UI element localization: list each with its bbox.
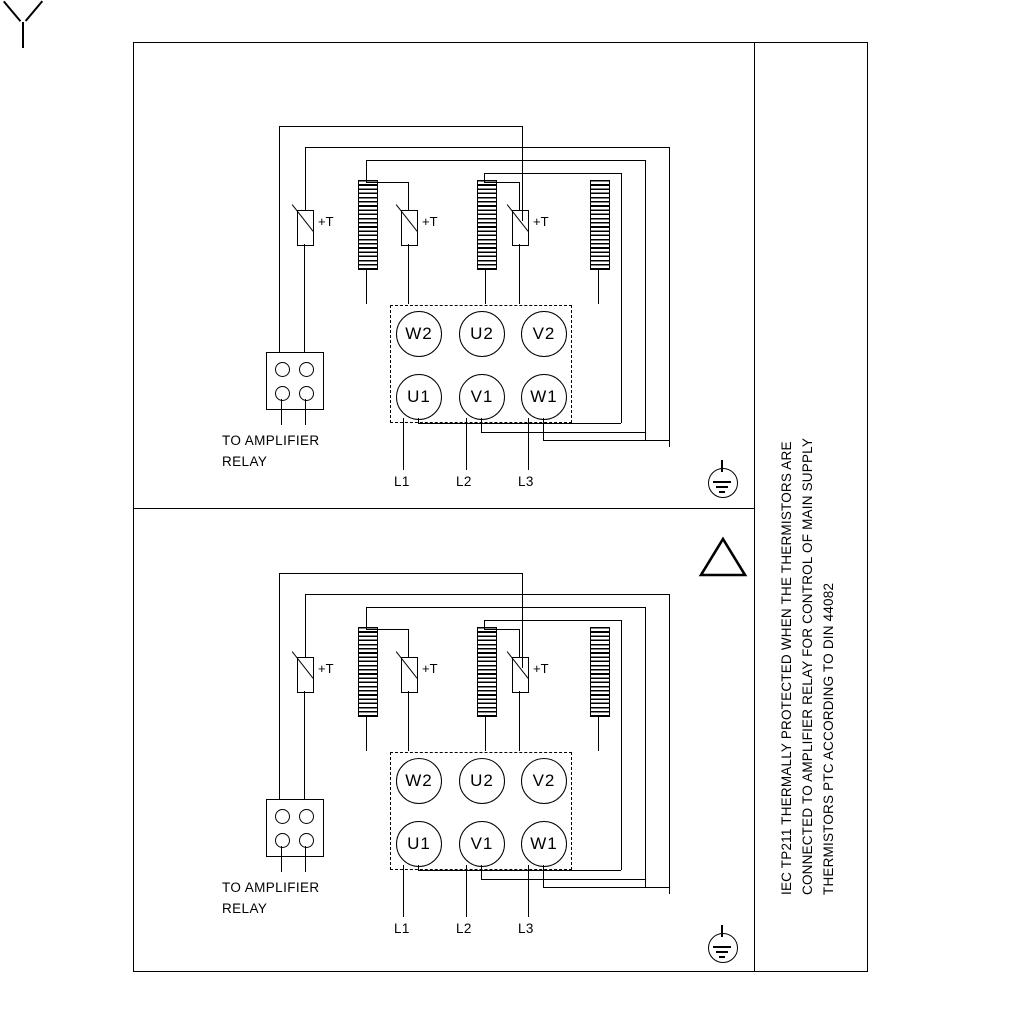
terminal-v1-delta[interactable]: V1 [459,821,505,867]
phase2-label-l3: L3 [518,921,534,936]
coil2-stub-3 [598,717,599,751]
star-symbol [0,0,46,48]
amplifier-label-line2: RELAY [222,454,268,469]
winding-coil-2 [477,180,497,270]
wire2-top-b-left [305,594,306,658]
wire-top-c-right [645,160,646,440]
return-bus-2 [481,432,645,433]
coil-stub-2 [485,270,486,304]
terminal-u1-delta[interactable]: U1 [396,821,442,867]
terminal-u1[interactable]: U1 [396,374,442,420]
wire-top-a [279,126,523,127]
terminal-w2[interactable]: W2 [396,311,442,357]
return-stub-2 [481,418,482,433]
return-bus-1 [418,423,621,424]
return2-stub-2 [481,865,482,880]
thermistor-6 [512,657,529,693]
winding-coil-3 [590,180,610,270]
wire-top-c-left [366,160,367,182]
coil2-stub-2 [485,717,486,751]
connector-wire-left [281,399,282,425]
connector2-dot-1 [275,809,290,824]
wire2-top-d-left [484,620,485,629]
return2-stub-1 [418,865,419,871]
connector2-wire-right [305,846,306,872]
therm-wire-3-bot [519,244,520,304]
therm2-wire-3-bot [519,691,520,751]
connector-dot-1 [275,362,290,377]
terminal-v2[interactable]: V2 [521,311,567,357]
therm2-link-2 [484,629,520,630]
note-line-2: CONNECTED TO AMPLIFIER RELAY FOR CONTROL OF MAIN SUPPLY [800,437,815,895]
terminal-u2[interactable]: U2 [459,311,505,357]
connector2-dot-4 [299,833,314,848]
phase2-label-l2: L2 [456,921,472,936]
return2-bus-2 [481,879,645,880]
wire-top-d [484,173,622,174]
amplifier-connector-box[interactable] [266,352,324,410]
phase-line-l2 [466,418,467,470]
phase2-line-l1 [403,865,404,917]
delta-symbol [698,536,748,578]
wire2-top-c-right [645,607,646,887]
therm2-wire-3-top [519,629,520,658]
return-stub-1 [418,418,419,424]
wire2-top-b [305,594,670,595]
phase2-line-l3 [528,865,529,917]
therm-link-2 [484,182,520,183]
therm-wire-1-bot [304,244,305,360]
thermistor-2 [401,210,418,246]
amplifier-label-line1: TO AMPLIFIER [222,433,320,448]
terminal-v1[interactable]: V1 [459,374,505,420]
wire-top-b-right [669,147,670,447]
thermistor-4 [297,657,314,693]
connector-wire-right [305,399,306,425]
winding-coil-5 [477,627,497,717]
panel-divider [133,508,754,509]
phase2-line-l2 [466,865,467,917]
wire-top-d-left [484,173,485,182]
terminal-u2-delta[interactable]: U2 [459,758,505,804]
therm-link-1 [366,182,409,183]
coil-stub-1 [366,270,367,304]
note-line-3: THERMISTORS PTC ACCORDING TO DIN 44082 [821,582,836,895]
wire2-top-c-left [366,607,367,629]
therm2-wire-1-bot [304,691,305,807]
terminal-v2-delta[interactable]: V2 [521,758,567,804]
amplifier2-label-line1: TO AMPLIFIER [222,880,320,895]
therm2-wire-2-bot [408,691,409,751]
therm-wire-2-bot [408,244,409,304]
winding-coil-6 [590,627,610,717]
wire2-top-a-left [279,573,280,807]
therm2-wire-2-top [408,629,409,658]
wire-top-b [305,147,670,148]
amplifier-connector-box-2[interactable] [266,799,324,857]
connector-dot-3 [275,386,290,401]
return2-bus-3 [543,887,669,888]
phase-line-l3 [528,418,529,470]
therm2-link-1 [366,629,409,630]
thermistor-label-2: +T [422,214,438,229]
phase-label-l1: L1 [394,474,410,489]
terminal-w1[interactable]: W1 [521,374,567,420]
terminal-w1-delta[interactable]: W1 [521,821,567,867]
phase-label-l3: L3 [518,474,534,489]
thermistor-3 [512,210,529,246]
thermistor-label-5: +T [422,661,438,676]
wire-top-d-right [621,173,622,423]
coil2-stub-1 [366,717,367,751]
wire2-top-b-right [669,594,670,894]
return2-bus-1 [418,870,621,871]
winding-coil-4 [358,627,378,717]
winding-coil-1 [358,180,378,270]
thermistor-label-1: +T [318,214,334,229]
earth-symbol [700,460,744,504]
therm-wire-3-top [519,182,520,211]
connector2-dot-3 [275,833,290,848]
note-column-divider [754,42,755,972]
connector2-wire-left [281,846,282,872]
connector-dot-2 [299,362,314,377]
return2-stub-3 [543,865,544,888]
return-stub-3 [543,418,544,441]
phase2-label-l1: L1 [394,921,410,936]
earth-symbol-2 [700,925,744,969]
return-bus-3 [543,440,669,441]
amplifier2-label-line2: RELAY [222,901,268,916]
note-line-1: IEC TP211 THERMALLY PROTECTED WHEN THE THERMISTORS ARE [779,441,794,895]
thermistor-label-6: +T [533,661,549,676]
wire2-top-a [279,573,523,574]
wire-top-b-left [305,147,306,211]
connector2-dot-2 [299,809,314,824]
wire2-top-d [484,620,622,621]
thermistor-5 [401,657,418,693]
wire-top-a-left [279,126,280,360]
wire2-top-c [366,607,646,608]
terminal-w2-delta[interactable]: W2 [396,758,442,804]
thermistor-1 [297,210,314,246]
therm-wire-2-top [408,182,409,211]
thermistor-label-3: +T [533,214,549,229]
wire2-top-d-right [621,620,622,870]
phase-label-l2: L2 [456,474,472,489]
thermistor-label-4: +T [318,661,334,676]
coil-stub-3 [598,270,599,304]
wire-top-c [366,160,646,161]
connector-dot-4 [299,386,314,401]
phase-line-l1 [403,418,404,470]
